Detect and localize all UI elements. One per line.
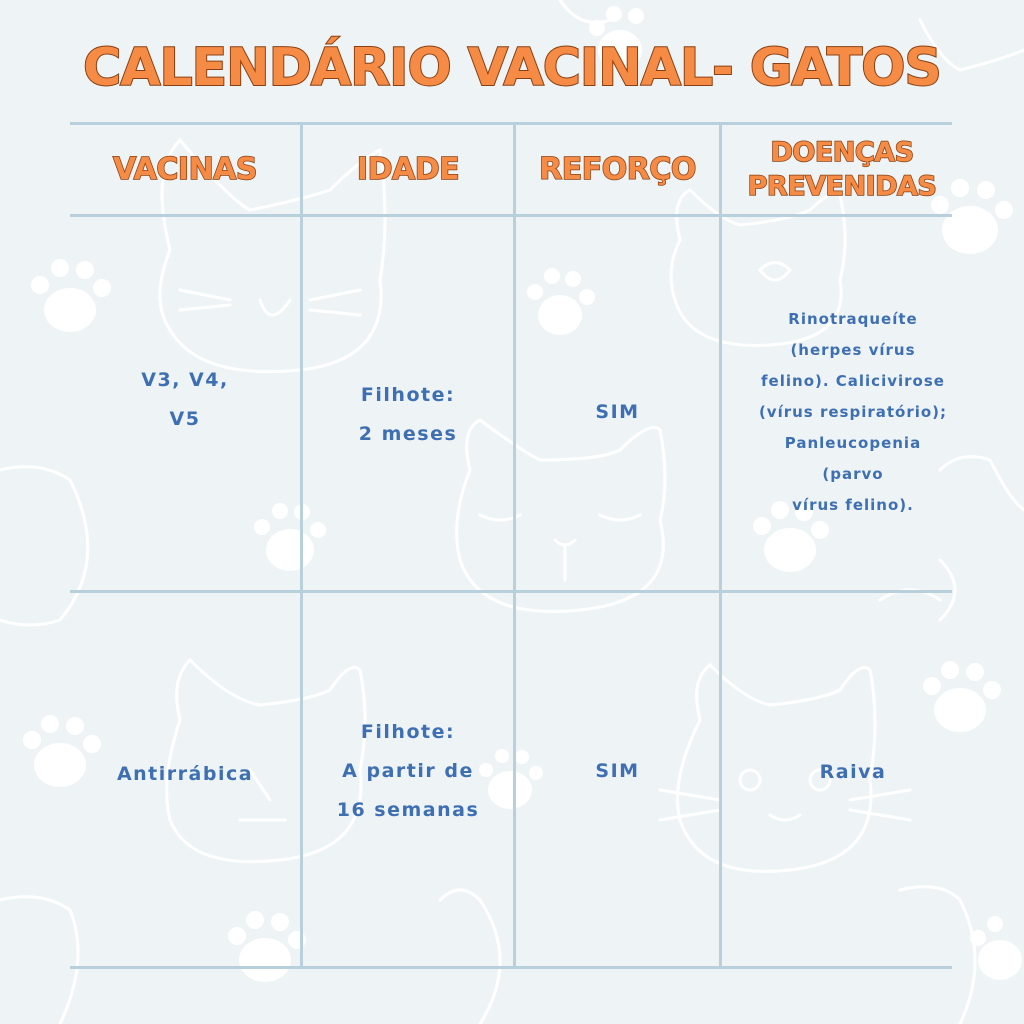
header-doencas-line1: DOENÇAS	[770, 136, 914, 168]
header-vacinas: VACINAS	[112, 152, 257, 187]
row1-doencas-line: (vírus respiratório);	[758, 403, 948, 421]
row1-idade-line: 2 meses	[358, 423, 458, 445]
header-doencas-line2: PREVENIDAS	[747, 170, 937, 202]
row1-vacinas	[70, 220, 300, 580]
row1-doencas	[722, 220, 984, 605]
row1-doencas-line: felino). Calicivirose	[761, 372, 945, 390]
header-doencas-prevenidas	[722, 125, 962, 214]
row2-doencas: Raiva	[819, 760, 887, 783]
row1-doencas-line: vírus felino).	[792, 496, 914, 514]
row1-idade	[303, 220, 513, 610]
row1-vacinas-line: V3, V4,	[141, 369, 229, 391]
row2-idade-line: 16 semanas	[336, 798, 480, 821]
row2-reforco: SIM	[595, 759, 640, 782]
row1-reforco: SIM	[595, 401, 640, 423]
row1-doencas-line: (parvo	[822, 465, 884, 483]
row1-vacinas-line: V5	[169, 408, 201, 430]
table-header-divider	[70, 214, 952, 217]
page-title: CALENDÁRIO VACINAL- GATOS	[83, 38, 941, 98]
table-border-bottom	[70, 966, 952, 969]
row1-doencas-line: Panleucopenia	[784, 434, 922, 452]
row2-idade-line: A partir de	[342, 759, 474, 782]
row2-idade	[303, 596, 513, 946]
row2-vacinas: Antirrábica	[116, 762, 254, 785]
row1-idade-line: Filhote:	[360, 384, 456, 406]
row2-idade-line: Filhote:	[360, 720, 456, 743]
header-idade: IDADE	[356, 152, 460, 187]
row1-doencas-line: Rinotraqueíte	[788, 310, 918, 328]
header-reforco: REFORÇO	[539, 152, 696, 187]
row1-doencas-line: (herpes vírus	[790, 341, 916, 359]
